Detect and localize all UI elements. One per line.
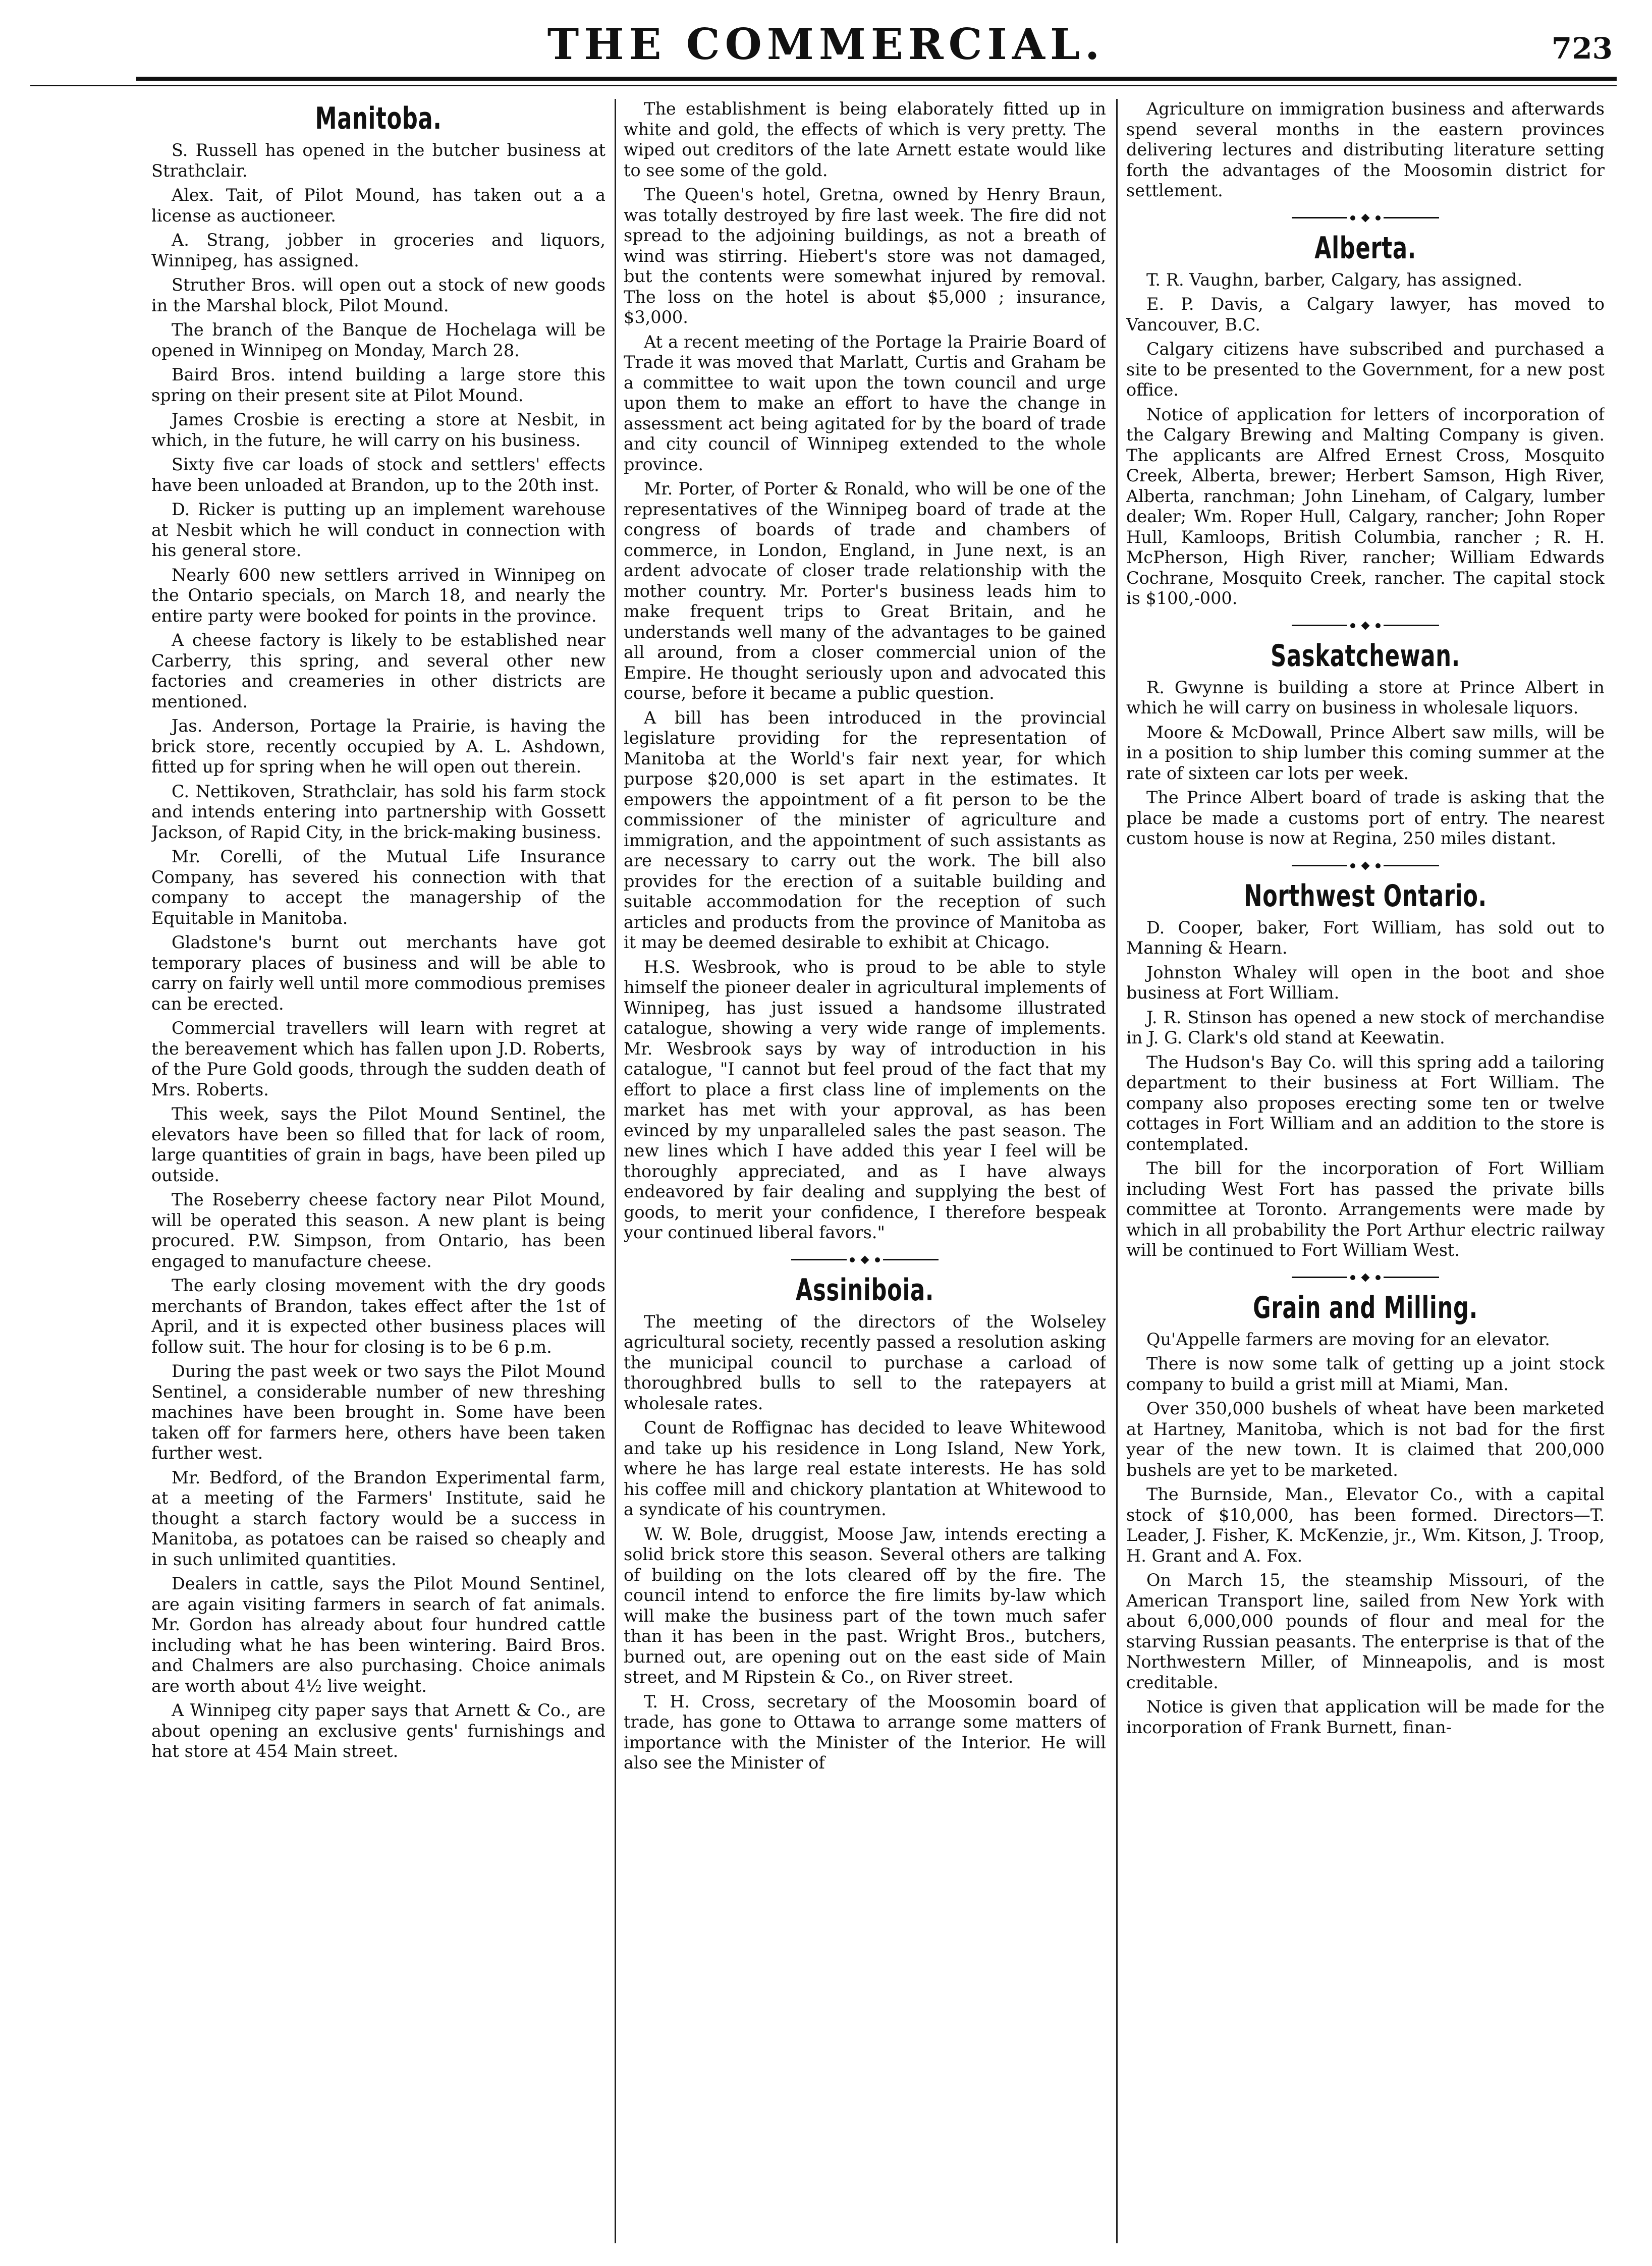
news-item: D. Ricker is putting up an implement warehouse at Nesbit which he will conduct in connection with his general store. [151, 500, 605, 560]
news-item: Mr. Bedford, of the Brandon Experimental farm, at a meeting of the Farmers' Institute, said he thought a starch factory would be a success in Manitoba, as potatoes can be raised so cheaply and in such unlimited quantities. [151, 1467, 605, 1569]
masthead-rule-thin [30, 85, 1617, 86]
news-item: The meeting of the directors of the Wolseley agricultural society, recently passed a resolution asking the municipal council to purchase a carload of thoroughbred bulls to sell to the ratepayers at wholesale rates. [624, 1311, 1106, 1413]
news-item: Johnston Whaley will open in the boot and shoe business at Fort William. [1126, 962, 1605, 1003]
news-item: The establishment is being elaborately fitted up in white and gold, the effects of which is very pretty. The wiped out creditors of the late Arnett estate would like to see some of the gold. [624, 99, 1106, 180]
news-item: S. Russell has opened in the butcher business at Strathclair. [151, 140, 605, 181]
news-item: Struther Bros. will open out a stock of new goods in the Marshal block, Pilot Mound. [151, 275, 605, 315]
section-heading-saskatchewan: Saskatchewan. [1271, 638, 1460, 674]
news-item: The bill for the incorporation of Fort William including West Fort has passed the private bills committee at Toronto. Arrangements were made by which in all probability the Port Arthur electric railway will be continued to Fort William West. [1126, 1158, 1605, 1260]
news-item: H.S. Wesbrook, who is proud to be able to style himself the pioneer dealer in agricultural implements of Winnipeg, has just issued a handsome illustrated catalogue, showing a very wide range of implements. Mr. Wesbrook says by way of introduction in his catalogue, "I cannot but feel proud of the fact that my effort to place a first class line of implements on the market has met with your approval, as has been evinced by my unparalleled sales the past season. The new lines which I have added this year I feel will be thoroughly appreciated, and as I have always endeavored by fair dealing and supplying the best of goods, to merit your confidence, I therefore bespeak your continued liberal favors." [624, 957, 1106, 1242]
news-item: Gladstone's burnt out merchants have got temporary places of business and will be able to carry on fairly well until more commodious premises can be erected. [151, 932, 605, 1014]
news-item: Jas. Anderson, Portage la Prairie, is having the brick store, recently occupied by A. L. Ashdown, fitted up for spring when he will open out therein. [151, 716, 605, 777]
news-item: The Roseberry cheese factory near Pilot Mound, will be operated this season. A new plant is being procured. P.W. Simpson, from Ontario, has been engaged to manufacture cheese. [151, 1190, 605, 1271]
newspaper-title: THE COMMERCIAL. [547, 19, 1105, 69]
news-item: A Winnipeg city paper says that Arnett & Co., are about opening an exclusive gents' furnishings and hat store at 454 Main street. [151, 1700, 605, 1761]
news-item: Count de Roffignac has decided to leave Whitewood and take up his residence in Long Island, New York, where he has large real estate interests. He has sold his coffee mill and chickory plantation at Whitewood to a syndicate of his countrymen. [624, 1418, 1106, 1519]
masthead-rule-thick [136, 77, 1617, 81]
section-heading-alberta: Alberta. [1314, 230, 1416, 266]
news-item: During the past week or two says the Pilot Mound Sentinel, a considerable number of new threshing machines have been brought in. Some have been taken off for farmers here, others have been taken further west. [151, 1361, 605, 1463]
column-divider [1116, 99, 1118, 2243]
news-item: Over 350,000 bushels of wheat have been marketed at Hartney, Manitoba, which is not bad for the first year of the new town. It is claimed that 200,000 bushels are yet to be marketed. [1126, 1399, 1605, 1480]
column-1 [151, 99, 605, 2233]
news-item: There is now some talk of getting up a joint stock company to build a grist mill at Miami, Man. [1126, 1354, 1605, 1394]
news-item: Qu'Appelle farmers are moving for an elevator. [1146, 1329, 1550, 1349]
news-item: On March 15, the steamship Missouri, of the American Transport line, sailed from New York with about 6,000,000 pounds of flour and meal for the starving Russian peasants. The enterprise is that of the Northwestern Miller, of Minneapolis, and is most creditable. [1126, 1570, 1605, 1692]
news-item: D. Cooper, baker, Fort William, has sold out to Manning & Hearn. [1126, 917, 1605, 958]
news-item: A cheese factory is likely to be established near Carberry, this spring, and several other new factories and creameries in other districts are mentioned. [151, 630, 605, 711]
column-3 [1126, 99, 1605, 2233]
news-item: Nearly 600 new settlers arrived in Winnipeg on the Ontario specials, on March 18, and nearly the entire party were booked for points in the province. [151, 565, 605, 626]
section-heading-grain-and-milling: Grain and Milling. [1253, 1290, 1478, 1325]
news-item: The Prince Albert board of trade is asking that the place be made a customs port of entry. The nearest custom house is now at Regina, 250 miles distant. [1126, 788, 1605, 848]
column-2 [624, 99, 1106, 2233]
news-item: T. R. Vaughn, barber, Calgary, has assigned. [1146, 269, 1523, 290]
section-separator [1126, 622, 1605, 629]
news-item: C. Nettikoven, Strathclair, has sold his farm stock and intends entering into partnership with Gossett Jackson, of Rapid City, in the brick-making business. [151, 781, 605, 842]
news-item: Sixty five car loads of stock and settlers' effects have been unloaded at Brandon, up to the 20th inst. [151, 455, 605, 495]
news-item: At a recent meeting of the Portage la Prairie Board of Trade it was moved that Marlatt, Curtis and Graham be a committee to wait upon the town council and urge upon them to make an effort to have the change in assessment act being agitated for by the board of trade and city council of Winnipeg extended to the whole province. [624, 331, 1106, 474]
news-item: The Hudson's Bay Co. will this spring add a tailoring department to their business at Fort William. The company also proposes erecting some ten or twelve cottages in Fort William and an addition to the store is contemplated. [1126, 1052, 1605, 1154]
news-item: R. Gwynne is building a store at Prince Albert in which he will carry on business in wholesale liquors. [1126, 677, 1605, 717]
page-number: 723 [1551, 31, 1613, 66]
section-heading-northwest-ontario: Northwest Ontario. [1244, 878, 1487, 914]
news-item: Commercial travellers will learn with regret at the bereavement which has fallen upon J.D. Roberts, of the Pure Gold goods, through the sudden death of Mrs. Roberts. [151, 1018, 605, 1099]
news-item: T. H. Cross, secretary of the Moosomin board of trade, has gone to Ottawa to arrange some matters of importance with the Minister of the Interior. He will also see the Minister of [624, 1691, 1106, 1773]
section-separator [1126, 862, 1605, 869]
section-heading-assiniboia: Assiniboia. [795, 1272, 934, 1308]
news-item: J. R. Stinson has opened a new stock of merchandise in J. G. Clark's old stand at Keewatin. [1126, 1007, 1605, 1047]
news-item: E. P. Davis, a Calgary lawyer, has moved to Vancouver, B.C. [1126, 294, 1605, 335]
section-heading-manitoba: Manitoba. [315, 101, 442, 136]
news-item: The early closing movement with the dry goods merchants of Brandon, takes effect after the 1st of April, and it is expected other business places will follow suit. The hour for closing is to be 6 p.m. [151, 1276, 605, 1357]
news-item: This week, says the Pilot Mound Sentinel, the elevators have been so filled that for lack of room, large quantities of grain in bags, have been piled up outside. [151, 1104, 605, 1185]
section-separator [1126, 214, 1605, 222]
news-item: Moore & McDowall, Prince Albert saw mills, will be in a position to ship lumber this coming summer at the rate of sixteen car lots per week. [1126, 722, 1605, 783]
news-item: Mr. Porter, of Porter & Ronald, who will be one of the representatives of the Winnipeg board of trade at the congress of boards of trade and chambers of commerce, in London, England, in June next, is an ardent advocate of closer trade relationship with the mother country. Mr. Porter's business leads him to make frequent trips to Great Britain, and he understands well many of the advantages to be gained all around, from a closer commercial union of the Empire. He thought seriously upon and advocated this course, before it became a public question. [624, 479, 1106, 703]
news-item: The Queen's hotel, Gretna, owned by Henry Braun, was totally destroyed by fire last week. The fire did not spread to the adjoining buildings, as not a breath of wind was stirring. Hiebert's store was not damaged, but the contents were somewhat injured by removal. The loss on the hotel is about $5,000 ; insurance, $3,000. [624, 185, 1106, 327]
news-item: Notice of application for letters of incorporation of the Calgary Brewing and Malting Company is given. The applicants are Alfred Ernest Cross, Mosquito Creek, Alberta, brewer; Herbert Samson, High River, Alberta, ranchman; John Lineham, of Calgary, lumber dealer; Wm. Roper Hull, Calgary, rancher; John Roper Hull, Kamloops, British Columbia, rancher ; R. H. McPherson, High River, rancher; William Edwards Cochrane, Mosquito Creek, rancher. The capital stock is $100,-000. [1126, 404, 1605, 608]
news-item: Mr. Corelli, of the Mutual Life Insurance Company, has severed his connection with that company to accept the managership of the Equitable in Manitoba. [151, 847, 605, 928]
news-item: W. W. Bole, druggist, Moose Jaw, intends erecting a solid brick store this season. Several others are talking of building on the lots cleared off by the fire. The council intend to enforce the fire limits by-law which will make the business part of the town much safer than it has been in the past. Wright Bros., butchers, burned out, are opening out on the east side of Main street, and M Ripstein & Co., on River street. [624, 1524, 1106, 1687]
news-item: James Crosbie is erecting a store at Nesbit, in which, in the future, he will carry on his business. [151, 410, 605, 450]
news-item: Alex. Tait, of Pilot Mound, has taken out a a license as auctioneer. [151, 185, 605, 226]
section-separator [624, 1256, 1106, 1263]
news-item: A. Strang, jobber in groceries and liquors, Winnipeg, has assigned. [151, 230, 605, 270]
column-divider [615, 99, 616, 2243]
news-item: The branch of the Banque de Hochelaga will be opened in Winnipeg on Monday, March 28. [151, 320, 605, 360]
news-item: Baird Bros. intend building a large store this spring on their present site at Pilot Mound. [151, 365, 605, 405]
news-item: Calgary citizens have subscribed and purchased a site to be presented to the Government, for a new post office. [1126, 339, 1605, 400]
news-item: Dealers in cattle, says the Pilot Mound Sentinel, are again visiting farmers in search of fat animals. Mr. Gordon has already about four hundred cattle including what he has been wintering. Baird Bros. and Chalmers are also purchasing. Choice animals are worth about 4½ live weight. [151, 1574, 605, 1696]
news-item: Agriculture on immigration business and afterwards spend several months in the eastern provinces delivering lectures and distributing literature setting forth the advantages of the Moosomin district for settlement. [1126, 99, 1605, 200]
news-item: Notice is given that application will be made for the incorporation of Frank Burnett, finan- [1126, 1697, 1605, 1737]
news-item: The Burnside, Man., Elevator Co., with a capital stock of $10,000, has been formed. Directors—T. Leader, J. Fisher, K. McKenzie, jr., Wm. Kitson, J. Troop, H. Grant and A. Fox. [1126, 1484, 1605, 1566]
section-separator [1126, 1274, 1605, 1281]
news-item: A bill has been introduced in the provincial legislature providing for the representation of Manitoba at the World's fair next year, for which purpose $20,000 is set apart in the estimates. It empowers the appointment of a fit person to be the commissioner of the minister of agriculture and immigration, and the appointment of such assistants as are necessary to carry out the work. The bill also provides for the erection of a suitable building and suitable accommodation for the reception of such articles and products from the province of Manitoba as it may be deemed desirable to exhibit at Chicago. [624, 707, 1106, 952]
